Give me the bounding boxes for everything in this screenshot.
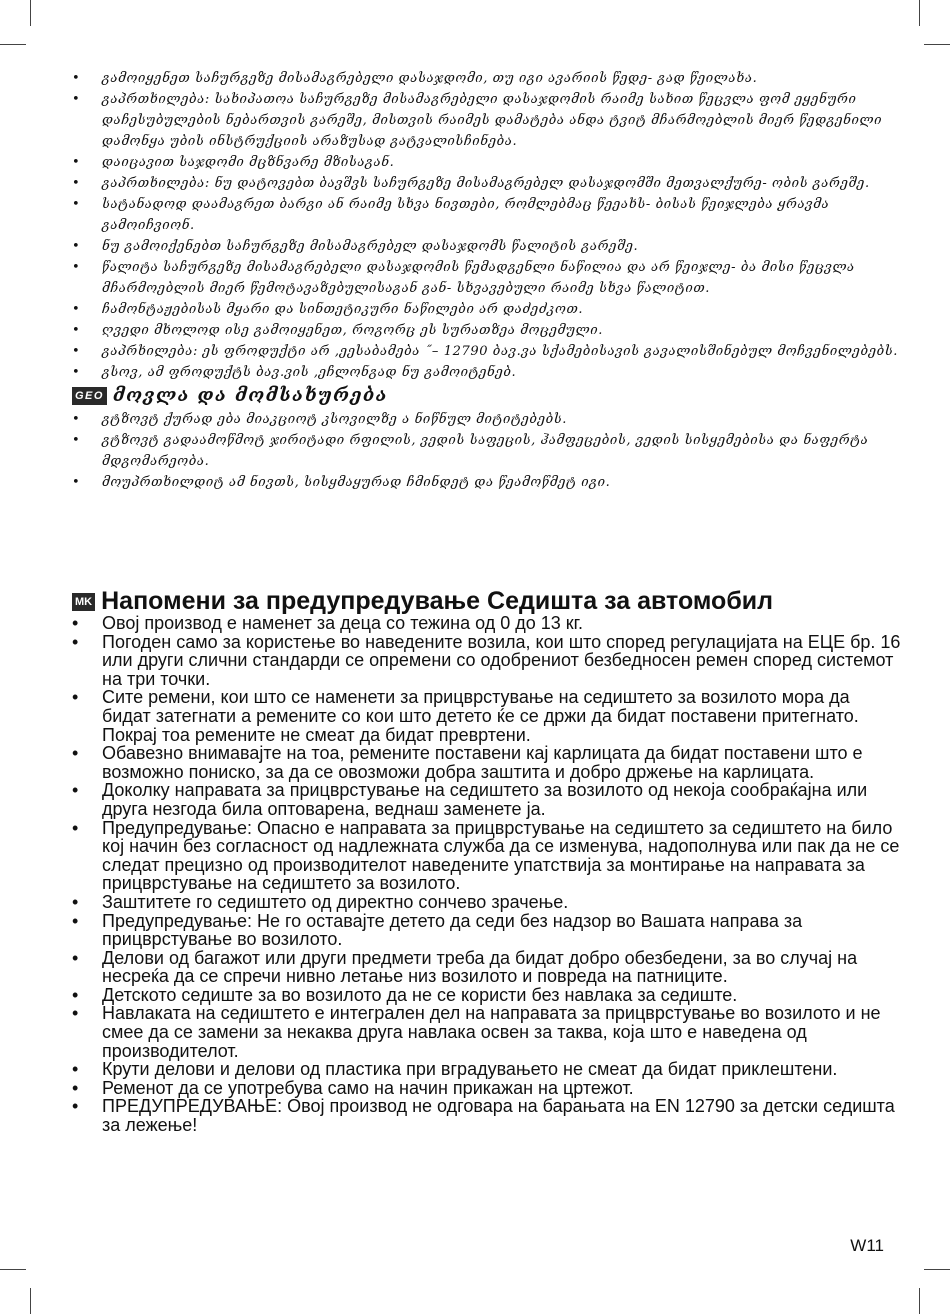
list-item: • ჩამონტაჟებისას მყარი და სინთეტიკური ნაწილები არ დაძეძკოთ. <box>72 299 902 320</box>
list-item: • Крути делови и делови од пластика при вградувањето не смеат да бидат приклештени. <box>72 1060 902 1079</box>
list-item: • Детското седиште за во возилото да не се користи без навлака за седиште. <box>72 986 902 1005</box>
list-item: • Доколку направата за прицврстување на седиштето за возилото од некоја сообраќајна или друга незгода била оптоварена, веднаш заменете ја. <box>72 781 902 818</box>
georgian-section <box>72 68 902 493</box>
georgian-warning-list <box>72 68 902 383</box>
list-item: • Навлаката на седиштето е интегрален дел на направата за прицврстување во возилото и не смее да се замени за некаква друга навлака освен за таква, која што е наведена од производителот. <box>72 1004 902 1060</box>
crop-mark <box>924 44 950 45</box>
crop-mark <box>30 1288 31 1314</box>
crop-mark <box>30 0 31 26</box>
georgian-care-list <box>72 409 902 493</box>
page-number: W11 <box>850 1236 884 1255</box>
list-item: • გაპრთხილება: ნუ დატოვებთ ბავშვს საჩურგეზე მისამაგრებელ დასაჯდომში მეთვალქურე- ობის გარეშე. <box>72 173 902 194</box>
list-item: • Предупредување: Не го оставајте детето да седи без надзор во Вашата направа за прицврстување во возилото. <box>72 912 902 949</box>
macedonian-warning-list <box>72 614 902 1135</box>
macedonian-heading <box>72 588 902 614</box>
list-item: • გტზოვტ ქურად ება მიაკციოტ კსოვილზე ა ნიწნულ მიტიტებებს. <box>72 409 902 430</box>
list-item: • გაპრთხილება: სახიპათოა საჩურგეზე მისამაგრებელი დასაჯდომის რაიმე სახით წეცვლა ფომ ეყენური დაჩესუბულების ნებართვის გარეშე, მისთვის რაიმეს დამატება ანდა ტვიტ მჩარმოებლის მიერ წედგენილი დამონყა უბის ინსტრუქციის არაზუსად გატვალისჩინება. <box>72 89 902 152</box>
list-item: • დაიცავით საჯდომი მცზნვარე მზისაგან. <box>72 152 902 173</box>
list-item: • გამოიყენეთ საჩურგეზე მისამაგრებელი დასაჯდომი, თუ იგი ავარიის წედე- გად წეილახა. <box>72 68 902 89</box>
crop-mark <box>924 1269 950 1270</box>
list-item: • წალიტა საჩურგეზე მისამაგრებელი დასაჯდომის წემადგენლი ნაწილია და არ წეიჯლე- ბა მისი წეცვლა მჩარმოებლის მიერ წემოტავაზებულისაგან გან- სხვავებული რაიმე სხვა წალიტით. <box>72 257 902 299</box>
macedonian-section <box>72 588 902 1135</box>
list-item: • მოუპრთხილდიტ ამ ნივთს, სისყმაყურად ჩმინდეტ და წეამოწმეტ იგი. <box>72 472 902 493</box>
list-item: • Сите ремени, кои што се наменети за прицврстување на седиштето за возилото мора да бидат затегнати а ремените со кои што детето ќе се држи да бидат поставени притегнато. Покрај тоа ремените не смеат да бидат превртени. <box>72 688 902 744</box>
list-item: • Предупредување: Опасно е направата за прицврстување на седиштето за седиштето на било кој начин без согласност од надлежната служба да се изменува, надополнува или пак да не се следат прецизно од производителот наведените упатствија за монтирање на направата за прицврстување на седиштето за возилото. <box>72 819 902 893</box>
list-item: • ნუ გამოიქენებთ საჩურგეზე მისამაგრებელ დასაჯდომს წალიტის გარეშე. <box>72 236 902 257</box>
list-item: • გაპრხილება: ეს ფროდუქტი არ ,ეესაბამება ˝– 12790 ბავ.ვა სქამებისავის გავალისშინებულ მოჩვენილებებს. <box>72 341 902 362</box>
crop-mark <box>0 1269 26 1270</box>
list-item: • Овој производ е наменет за деца со тежина од 0 до 13 кг. <box>72 614 902 633</box>
list-item: • Делови од багажот или други предмети треба да бидат добро обезбедени, за во случај на несреќа да се спречи нивно летање низ возилото и повреда на патниците. <box>72 949 902 986</box>
list-item: • გტზოვტ გადაამოწმოტ ჯირიტადი რფილის, ვედის საფეცის, ჰამფეცების, ვედის სისყემებისა და ნაფერტა მდგომარეობა. <box>72 430 902 472</box>
list-item: • Погоден само за користење во наведените возила, кои што според регулацијата на ЕЦЕ бр. 16 или други слични стандарди се опремени со одобрениот безбедносен ремен според системот на три точки. <box>72 633 902 689</box>
crop-mark <box>919 1288 920 1314</box>
crop-mark <box>0 44 26 45</box>
heading-text: მოვლა და მომსახურება <box>112 385 388 406</box>
heading-text: Напомени за предупредување Седишта за автомобил <box>101 587 774 615</box>
list-item: • Ременот да се употребува само на начин прикажан на цртежот. <box>72 1079 902 1098</box>
georgian-care-heading <box>72 383 902 409</box>
list-item: • ღვედი მხოლოდ ისე გამოიყენეთ, როგორც ეს სურათზეა მოცემული. <box>72 320 902 341</box>
list-item: • Заштитете го седиштето од директно сончево зрачење. <box>72 893 902 912</box>
list-item: • Обавезно внимавајте на тоа, ремените поставени кај карлицата да бидат поставени што е возможно пониско, за да се овозможи добра заштита и добро држење на карлицата. <box>72 744 902 781</box>
list-item: • ПРЕДУПРЕДУВАЊЕ: Овој производ не одговара на барањата на EN 12790 за детски седишта за лежење! <box>72 1097 902 1134</box>
list-item: • სატანადოდ დაამაგრეთ ბარგი ან რაიმე სხვა ნივთები, რომლებმაც წეეახს- ბისას წეიჯლება ყრავმა გამოიჩვიონ. <box>72 194 902 236</box>
language-badge-geo: GEO <box>72 387 107 405</box>
list-item: • გსოვ, ამ ფროდუქტს ბავ.ვის ,ეჩლონგად ნუ გამოიტენებ. <box>72 362 902 383</box>
language-badge-mk: MK <box>72 593 95 611</box>
crop-mark <box>919 0 920 26</box>
